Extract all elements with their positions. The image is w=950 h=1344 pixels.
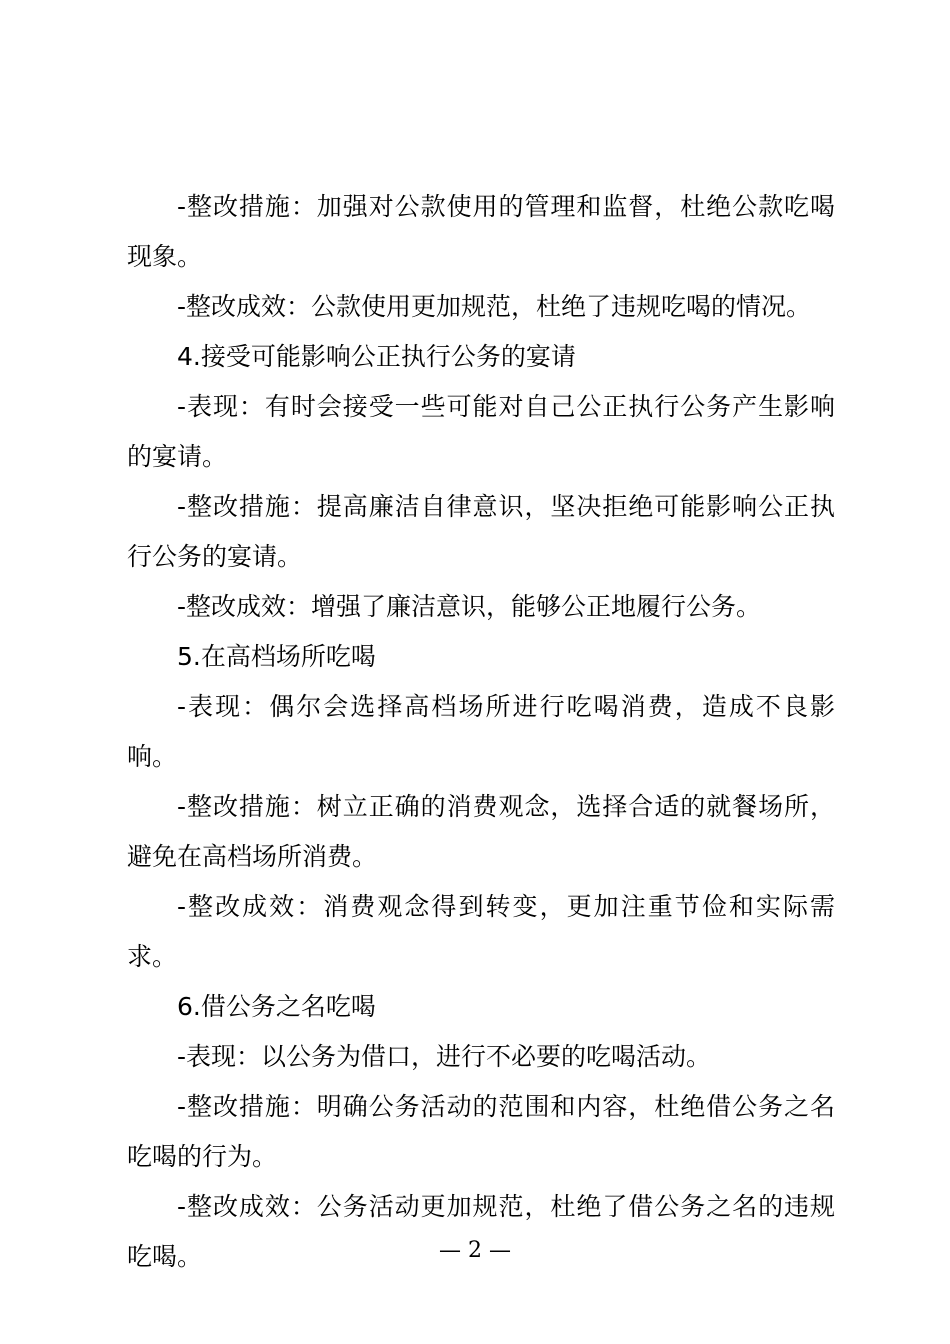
- paragraph-measure-public-funds: -整改措施：加强对公款使用的管理和监督，杜绝公款吃喝现象。: [127, 192, 835, 271]
- paragraph-result-high-end-venues: -整改成效：消费观念得到转变，更加注重节俭和实际需求。: [127, 892, 835, 971]
- paragraph-measure-banquets: -整改措施：提高廉洁自律意识，坚决拒绝可能影响公正执行公务的宴请。: [127, 492, 835, 571]
- section-heading-4: 4.接受可能影响公正执行公务的宴请: [177, 342, 576, 371]
- paragraph-measure-official-pretext: -整改措施：明确公务活动的范围和内容，杜绝借公务之名吃喝的行为。: [127, 1092, 835, 1171]
- page-number: — 2 —: [439, 1238, 511, 1263]
- section-heading-6: 6.借公务之名吃喝: [177, 992, 376, 1021]
- paragraph-issue-high-end-venues: -表现：偶尔会选择高档场所进行吃喝消费，造成不良影响。: [127, 692, 835, 771]
- paragraph-result-official-pretext: -整改成效：公务活动更加规范，杜绝了借公务之名的违规吃喝。: [127, 1192, 835, 1271]
- document-body: [127, 182, 835, 1282]
- paragraph-issue-official-pretext: -表现：以公务为借口，进行不必要的吃喝活动。: [177, 1042, 712, 1071]
- paragraph-issue-banquets: -表现：有时会接受一些可能对自己公正执行公务产生影响的宴请。: [127, 392, 835, 471]
- paragraph-result-public-funds: -整改成效：公款使用更加规范，杜绝了违规吃喝的情况。: [177, 292, 812, 321]
- section-heading-5: 5.在高档场所吃喝: [177, 642, 376, 671]
- paragraph-measure-high-end-venues: -整改措施：树立正确的消费观念，选择合适的就餐场所，避免在高档场所消费。: [127, 792, 835, 871]
- paragraph-result-banquets: -整改成效：增强了廉洁意识，能够公正地履行公务。: [177, 592, 762, 621]
